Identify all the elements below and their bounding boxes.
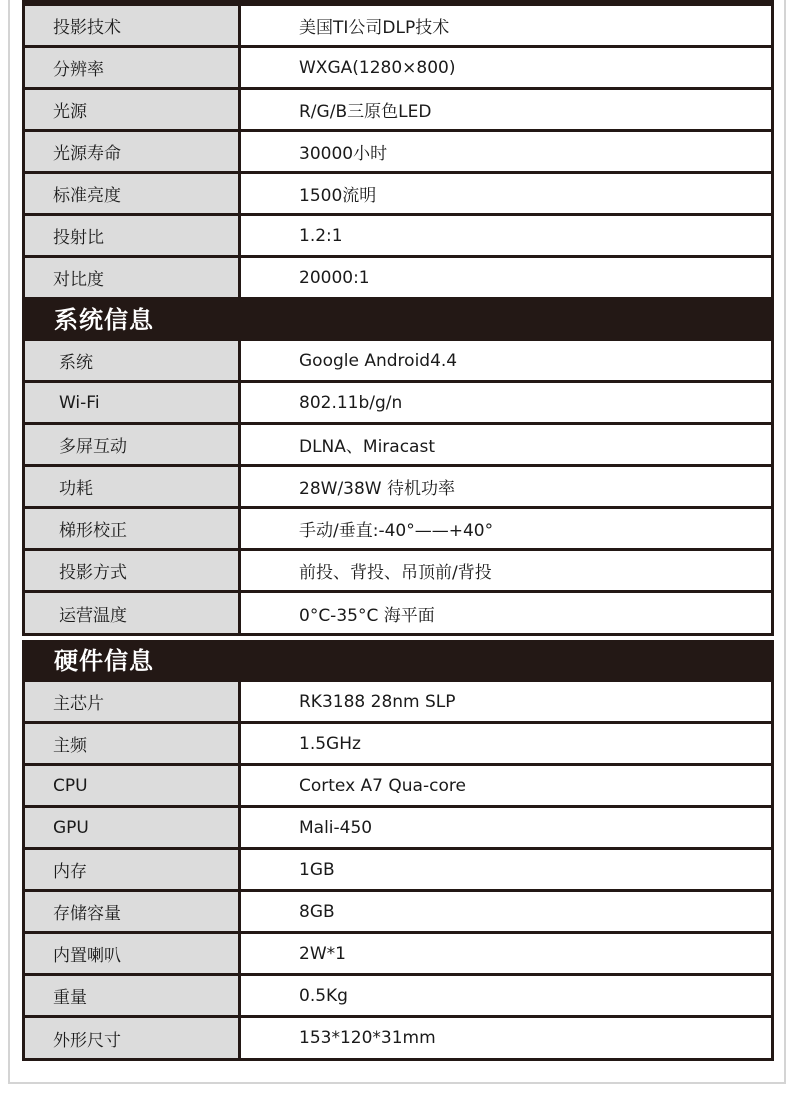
spec-key: 投影方式 [25,551,241,590]
spec-value: Mali-450 [241,808,771,847]
section-title-system: 系统信息 [22,299,774,341]
spec-key: 存储容量 [25,892,241,931]
spec-key: 多屏互动 [25,425,241,464]
table-row [25,724,771,766]
spec-value: 153*120*31mm [241,1018,771,1058]
spec-value: 0.5Kg [241,976,771,1015]
spec-key: 主频 [25,724,241,763]
table-row [25,90,771,132]
hardware-spec-table [22,682,774,1061]
spec-key: 内存 [25,850,241,889]
table-row [25,593,771,633]
spec-key: 重量 [25,976,241,1015]
spec-value: 2W*1 [241,934,771,973]
spec-key: 运营温度 [25,593,241,633]
spec-key: 分辨率 [25,48,241,87]
spec-key: CPU [25,766,241,805]
table-row [25,216,771,258]
table-row [25,258,771,297]
spec-value: Google Android4.4 [241,341,771,380]
spec-key: 投影技术 [25,6,241,45]
spec-value: 前投、背投、吊顶前/背投 [241,551,771,590]
spec-value: 0°C-35°C 海平面 [241,593,771,633]
table-row [25,1018,771,1058]
spec-value: 20000:1 [241,258,771,297]
table-row [25,551,771,593]
table-row [25,509,771,551]
spec-value: 1GB [241,850,771,889]
spec-value: 手动/垂直:-40°——+40° [241,509,771,548]
spec-key: 光源 [25,90,241,129]
table-row [25,48,771,90]
spec-value: DLNA、Miracast [241,425,771,464]
table-row [25,766,771,808]
spec-value: R/G/B三原色LED [241,90,771,129]
spec-key: 标准亮度 [25,174,241,213]
spec-key: 系统 [25,341,241,380]
spec-value: 802.11b/g/n [241,383,771,422]
table-row [25,341,771,383]
spec-value: RK3188 28nm SLP [241,682,771,721]
spec-key: GPU [25,808,241,847]
spec-key: 对比度 [25,258,241,297]
spec-key: 内置喇叭 [25,934,241,973]
table-row [25,682,771,724]
table-row [25,383,771,425]
spec-key: Wi-Fi [25,383,241,422]
spec-key: 投射比 [25,216,241,255]
spec-value: Cortex A7 Qua-core [241,766,771,805]
projection-spec-table [22,6,774,300]
spec-value: 8GB [241,892,771,931]
spec-value: 1500流明 [241,174,771,213]
spec-value: 1.2:1 [241,216,771,255]
table-row [25,934,771,976]
spec-value: WXGA(1280×800) [241,48,771,87]
spec-key: 主芯片 [25,682,241,721]
spec-value: 美国TI公司DLP技术 [241,6,771,45]
section-title-hardware: 硬件信息 [22,640,774,682]
spec-key: 外形尺寸 [25,1018,241,1058]
spec-value: 28W/38W 待机功率 [241,467,771,506]
table-row [25,467,771,509]
table-row [25,425,771,467]
spec-key: 光源寿命 [25,132,241,171]
table-row [25,976,771,1018]
table-row [25,850,771,892]
spec-key: 功耗 [25,467,241,506]
table-row [25,6,771,48]
table-row [25,892,771,934]
table-row [25,132,771,174]
spec-value: 1.5GHz [241,724,771,763]
system-spec-table [22,341,774,636]
spec-value: 30000小时 [241,132,771,171]
table-row [25,808,771,850]
table-row [25,174,771,216]
spec-key: 梯形校正 [25,509,241,548]
